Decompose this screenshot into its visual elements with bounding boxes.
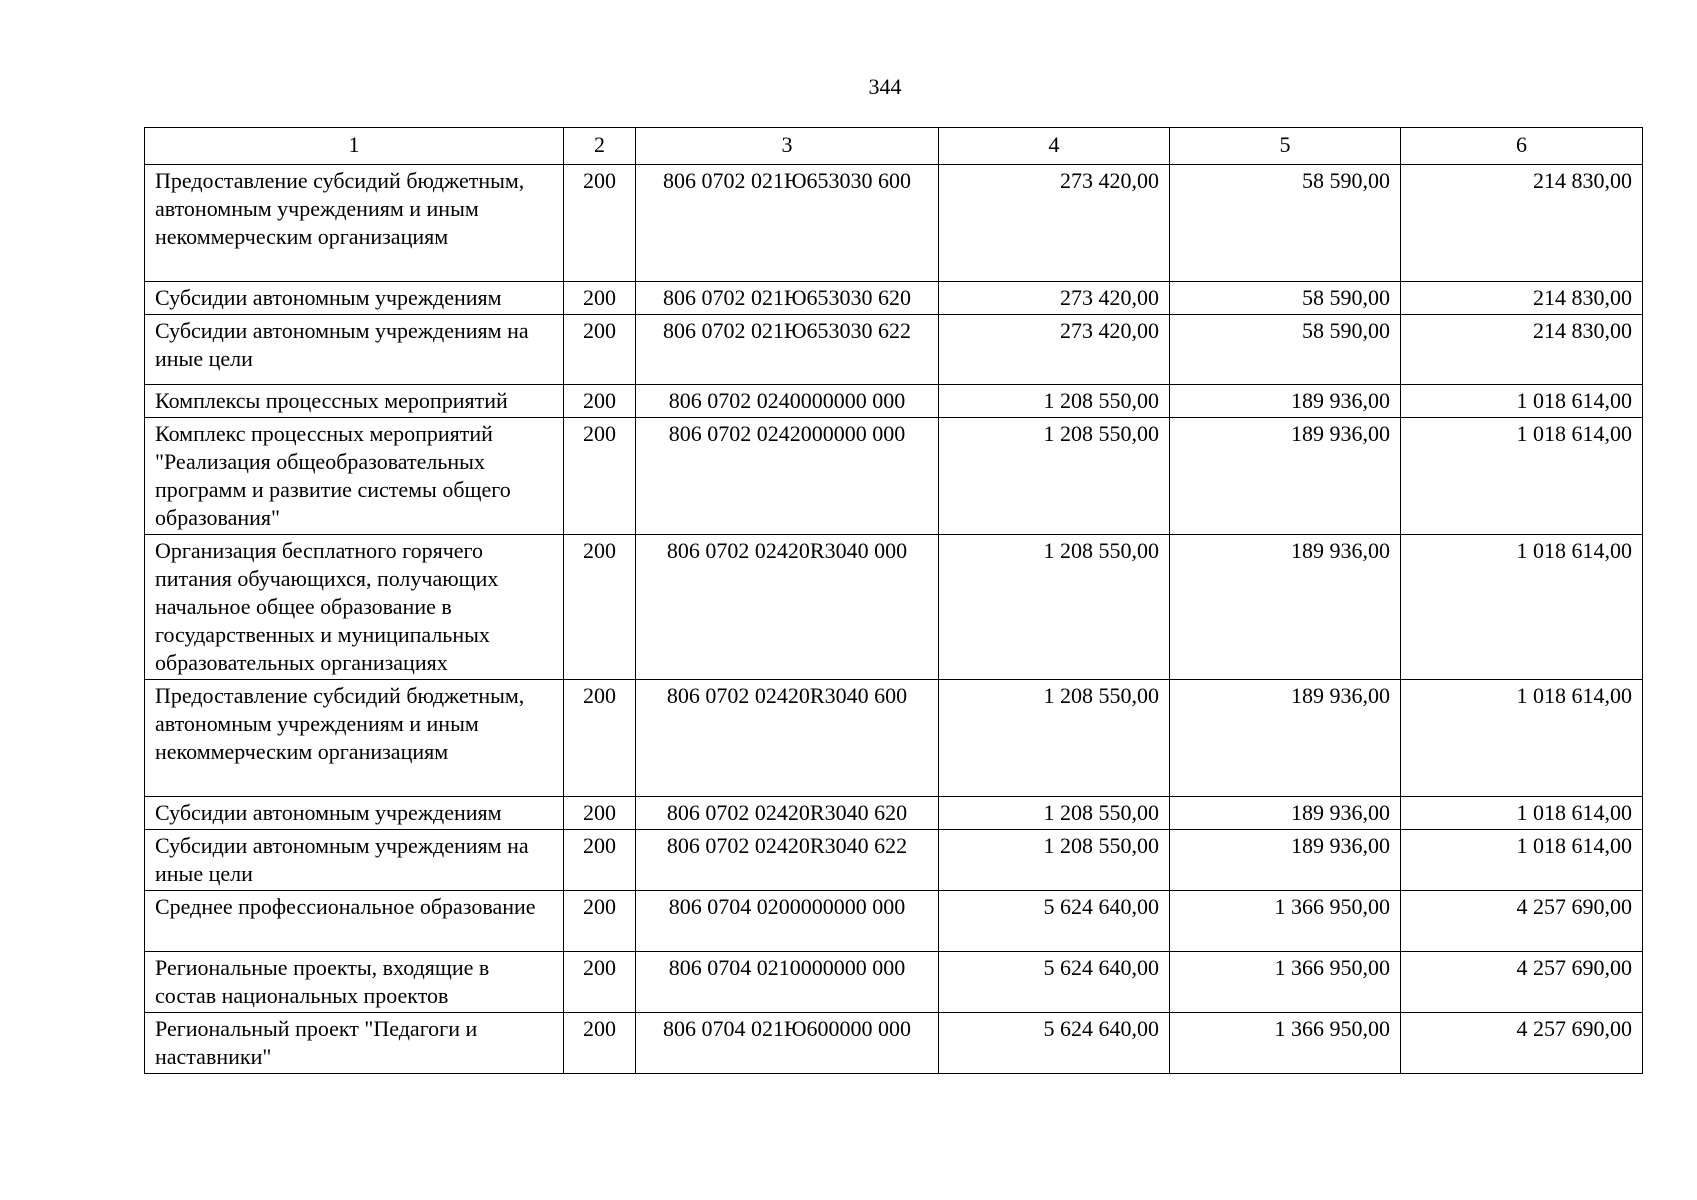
row-code-cell: 806 0704 021Ю600000 000 — [636, 1013, 939, 1074]
header-cell: 4 — [939, 128, 1170, 165]
row-kod-cell: 200 — [564, 282, 636, 315]
row-kod-cell: 200 — [564, 535, 636, 680]
row-name-cell: Субсидии автономным учреждениям — [145, 282, 564, 315]
table-row — [145, 385, 1643, 418]
row-amount-col5: 189 936,00 — [1170, 797, 1401, 830]
row-amount-col5: 58 590,00 — [1170, 282, 1401, 315]
row-name-cell: Субсидии автономным учреждениям — [145, 797, 564, 830]
row-kod-cell: 200 — [564, 891, 636, 952]
row-name-cell: Субсидии автономным учреждениям на иные цели — [145, 830, 564, 891]
row-amount-col6: 214 830,00 — [1401, 282, 1643, 315]
header-cell: 2 — [564, 128, 636, 165]
row-code-cell: 806 0702 0240000000 000 — [636, 385, 939, 418]
row-amount-col6: 1 018 614,00 — [1401, 830, 1643, 891]
table-row — [145, 797, 1643, 830]
row-kod-cell: 200 — [564, 952, 636, 1013]
row-amount-col6: 1 018 614,00 — [1401, 418, 1643, 535]
row-amount-col4: 273 420,00 — [939, 165, 1170, 282]
row-name-cell: Региональные проекты, входящие в состав национальных проектов — [145, 952, 564, 1013]
row-code-cell: 806 0702 02420R3040 622 — [636, 830, 939, 891]
table-row — [145, 418, 1643, 535]
row-amount-col5: 1 366 950,00 — [1170, 1013, 1401, 1074]
row-amount-col4: 1 208 550,00 — [939, 418, 1170, 535]
row-amount-col6: 214 830,00 — [1401, 315, 1643, 385]
row-code-cell: 806 0702 021Ю653030 600 — [636, 165, 939, 282]
row-amount-col4: 273 420,00 — [939, 282, 1170, 315]
row-amount-col6: 4 257 690,00 — [1401, 891, 1643, 952]
row-name-cell: Комплекс процессных мероприятий "Реализация общеобразовательных программ и развитие системы общего образования" — [145, 418, 564, 535]
row-kod-cell: 200 — [564, 797, 636, 830]
row-amount-col5: 189 936,00 — [1170, 680, 1401, 797]
row-name-cell: Среднее профессиональное образование — [145, 891, 564, 952]
row-amount-col6: 1 018 614,00 — [1401, 385, 1643, 418]
table-row — [145, 891, 1643, 952]
table-row — [145, 680, 1643, 797]
row-kod-cell: 200 — [564, 315, 636, 385]
row-code-cell: 806 0702 02420R3040 000 — [636, 535, 939, 680]
header-cell: 1 — [145, 128, 564, 165]
row-amount-col4: 5 624 640,00 — [939, 952, 1170, 1013]
table-row — [145, 830, 1643, 891]
table-row — [145, 282, 1643, 315]
header-row — [145, 128, 1643, 165]
row-amount-col5: 1 366 950,00 — [1170, 952, 1401, 1013]
row-kod-cell: 200 — [564, 418, 636, 535]
table-row — [145, 165, 1643, 282]
row-amount-col6: 214 830,00 — [1401, 165, 1643, 282]
row-kod-cell: 200 — [564, 830, 636, 891]
row-amount-col5: 1 366 950,00 — [1170, 891, 1401, 952]
row-kod-cell: 200 — [564, 1013, 636, 1074]
row-amount-col6: 4 257 690,00 — [1401, 952, 1643, 1013]
row-amount-col5: 189 936,00 — [1170, 535, 1401, 680]
row-kod-cell: 200 — [564, 680, 636, 797]
row-amount-col6: 4 257 690,00 — [1401, 1013, 1643, 1074]
row-code-cell: 806 0704 0200000000 000 — [636, 891, 939, 952]
row-code-cell: 806 0702 0242000000 000 — [636, 418, 939, 535]
row-amount-col4: 1 208 550,00 — [939, 535, 1170, 680]
row-name-cell: Предоставление субсидий бюджетным, автономным учреждениям и иным некоммерческим организациям — [145, 680, 564, 797]
row-amount-col4: 273 420,00 — [939, 315, 1170, 385]
row-amount-col5: 189 936,00 — [1170, 418, 1401, 535]
row-amount-col4: 5 624 640,00 — [939, 891, 1170, 952]
row-name-cell: Комплексы процессных мероприятий — [145, 385, 564, 418]
row-amount-col6: 1 018 614,00 — [1401, 797, 1643, 830]
row-amount-col4: 1 208 550,00 — [939, 797, 1170, 830]
row-code-cell: 806 0704 0210000000 000 — [636, 952, 939, 1013]
row-amount-col6: 1 018 614,00 — [1401, 680, 1643, 797]
header-cell: 5 — [1170, 128, 1401, 165]
page-number: 344 — [868, 74, 902, 99]
table-row — [145, 952, 1643, 1013]
row-name-cell: Организация бесплатного горячего питания обучающихся, получающих начальное общее образование в государственных и муниципальных образовательных организациях — [145, 535, 564, 680]
header-cell: 6 — [1401, 128, 1643, 165]
row-name-cell: Субсидии автономным учреждениям на иные цели — [145, 315, 564, 385]
row-amount-col5: 189 936,00 — [1170, 385, 1401, 418]
row-kod-cell: 200 — [564, 385, 636, 418]
row-kod-cell: 200 — [564, 165, 636, 282]
row-amount-col6: 1 018 614,00 — [1401, 535, 1643, 680]
row-amount-col4: 1 208 550,00 — [939, 385, 1170, 418]
table-row — [145, 535, 1643, 680]
row-amount-col5: 189 936,00 — [1170, 830, 1401, 891]
table-row — [145, 1013, 1643, 1074]
header-cell: 3 — [636, 128, 939, 165]
row-code-cell: 806 0702 02420R3040 620 — [636, 797, 939, 830]
row-code-cell: 806 0702 021Ю653030 620 — [636, 282, 939, 315]
row-name-cell: Региональный проект "Педагоги и наставники" — [145, 1013, 564, 1074]
row-amount-col4: 1 208 550,00 — [939, 680, 1170, 797]
table-row — [145, 315, 1643, 385]
row-name-cell: Предоставление субсидий бюджетным, автономным учреждениям и иным некоммерческим организациям — [145, 165, 564, 282]
row-amount-col4: 1 208 550,00 — [939, 830, 1170, 891]
row-code-cell: 806 0702 021Ю653030 622 — [636, 315, 939, 385]
row-amount-col5: 58 590,00 — [1170, 165, 1401, 282]
row-amount-col4: 5 624 640,00 — [939, 1013, 1170, 1074]
row-code-cell: 806 0702 02420R3040 600 — [636, 680, 939, 797]
row-amount-col5: 58 590,00 — [1170, 315, 1401, 385]
budget-table — [144, 127, 1643, 1074]
